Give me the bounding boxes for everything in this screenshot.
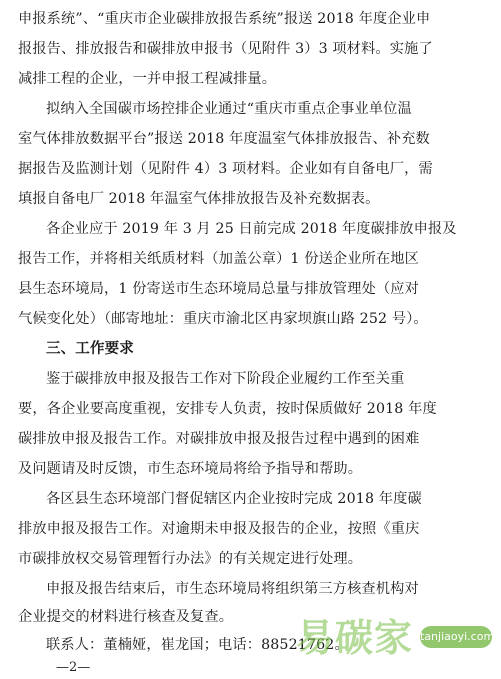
text-line: 排放申报及报告工作。对逾期未申报及报告的企业，按照《重庆 bbox=[18, 521, 420, 537]
contact-line: 联系人：董楠娅，崔龙国；电话：88521762。 bbox=[46, 637, 349, 653]
text-line: 企业提交的材料进行核查及复查。 bbox=[18, 609, 234, 625]
paragraph-first-line: 鉴于碳排放申报及报告工作对下阶段企业履约工作至关重 bbox=[46, 371, 405, 387]
watermark-site-badge: tanjiaoyi.com bbox=[420, 626, 492, 648]
section-heading: 三、工作要求 bbox=[46, 341, 134, 357]
page-number: —2— bbox=[56, 660, 91, 675]
text-line: 碳排放申报及报告工作。对碳排放申报及报告过程中遇到的困难 bbox=[18, 431, 420, 447]
watermark-logo: 易碳家 bbox=[296, 616, 414, 660]
paragraph-first-line: 各区县生态环境部门督促辖区内企业按时完成 2018 年度碳 bbox=[46, 491, 422, 507]
text-line: 填报自备电厂 2018 年温室气体排放报告及补充数据表。 bbox=[18, 191, 380, 207]
text-line: 申报系统”、“重庆市企业碳排放报告系统”报送 2018 年度企业申 bbox=[18, 11, 431, 27]
paragraph-first-line: 各企业应于 2019 年 3 月 25 日前完成 2018 年度碳排放申报及 bbox=[46, 221, 457, 237]
text-line: 县生态环境局，1 份寄送市生态环境局总量与排放管理处（应对 bbox=[18, 281, 419, 297]
text-line: 市碳排放权交易管理暂行办法》的有关规定进行处理。 bbox=[18, 551, 363, 567]
text-line: 据报告及监测计划（见附件 4）3 项材料。企业如有自备电厂，需 bbox=[18, 161, 433, 177]
paragraph-first-line: 申报及报告结束后，市生态环境局将组织第三方核查机构对 bbox=[46, 581, 419, 597]
text-line: 气候变化处）（邮寄地址：重庆市渝北区冉家坝旗山路 252 号）。 bbox=[18, 311, 428, 327]
text-line: 要，各企业要高度重视，安排专人负责，按时保质做好 2018 年度 bbox=[18, 401, 437, 417]
watermark bbox=[296, 612, 501, 674]
text-line: 报报告、排放报告和碳排放申报书（见附件 3）3 项材料。实施了 bbox=[18, 41, 433, 57]
text-line: 室气体排放数据平台”报送 2018 年度温室气体排放报告、补充数 bbox=[18, 131, 430, 147]
text-line: 减排工程的企业，一并申报工程减排量。 bbox=[18, 71, 277, 87]
paragraph-first-line: 拟纳入全国碳市场控排企业通过“重庆市重点企事业单位温 bbox=[46, 101, 412, 117]
text-line: 及问题请及时反馈，市生态环境局将给予指导和帮助。 bbox=[18, 461, 363, 477]
text-line: 报告工作，并将相关纸质材料（加盖公章）1 份送企业所在地区 bbox=[18, 251, 419, 267]
